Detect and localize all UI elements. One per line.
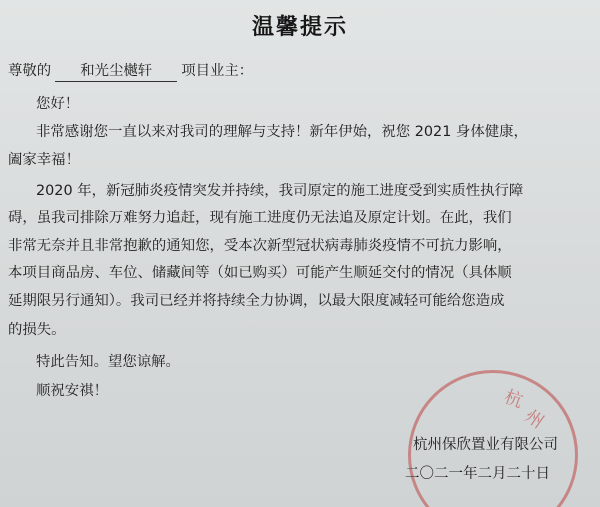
project-name: 和光尘樾轩 — [55, 61, 177, 82]
body-line-8: 的损失。 — [8, 322, 66, 338]
body-line-7: 延期限另行通知）。我司已经并将持续全力协调，以最大限度减轻可能给您造成 — [8, 293, 505, 309]
body-line-2: 阖家幸福！ — [8, 152, 80, 168]
letter-date: 二〇二一年二月二十日 — [405, 466, 550, 482]
seal-text: 杭 — [501, 386, 526, 413]
page-title: 温馨提示 — [251, 15, 348, 40]
body-line-4: 碍，虽我司排除万难努力追赶，现有施工进度仍无法追及原定计划。在此，我们 — [8, 210, 512, 226]
seal-text-2: 州 — [520, 405, 548, 433]
greeting: 您好！ — [36, 96, 80, 112]
closing-notice: 特此告知。望您谅解。 — [36, 354, 180, 370]
company-name: 杭州保欣置业有限公司 — [413, 437, 558, 453]
salutation-suffix: 项目业主： — [181, 63, 254, 79]
body-line-5: 非常无奈并且非常抱歉的通知您，受本次新型冠状病毒肺炎疫情不可抗力影响， — [8, 238, 512, 254]
body-line-6: 本项目商品房、车位、储藏间等（如已购买）可能产生顺延交付的情况（具体顺 — [8, 265, 512, 281]
body-line-1: 非常感谢您一直以来对我司的理解与支持！新年伊始，祝您 2021 身体健康， — [36, 124, 528, 140]
salutation-line — [8, 61, 253, 82]
body-line-3: 2020 年，新冠肺炎疫情突发并持续，我司原定的施工进度受到实质性执行障 — [36, 183, 524, 199]
salutation-prefix: 尊敬的 — [8, 63, 52, 79]
closing-wishes: 顺祝安祺！ — [36, 383, 108, 399]
